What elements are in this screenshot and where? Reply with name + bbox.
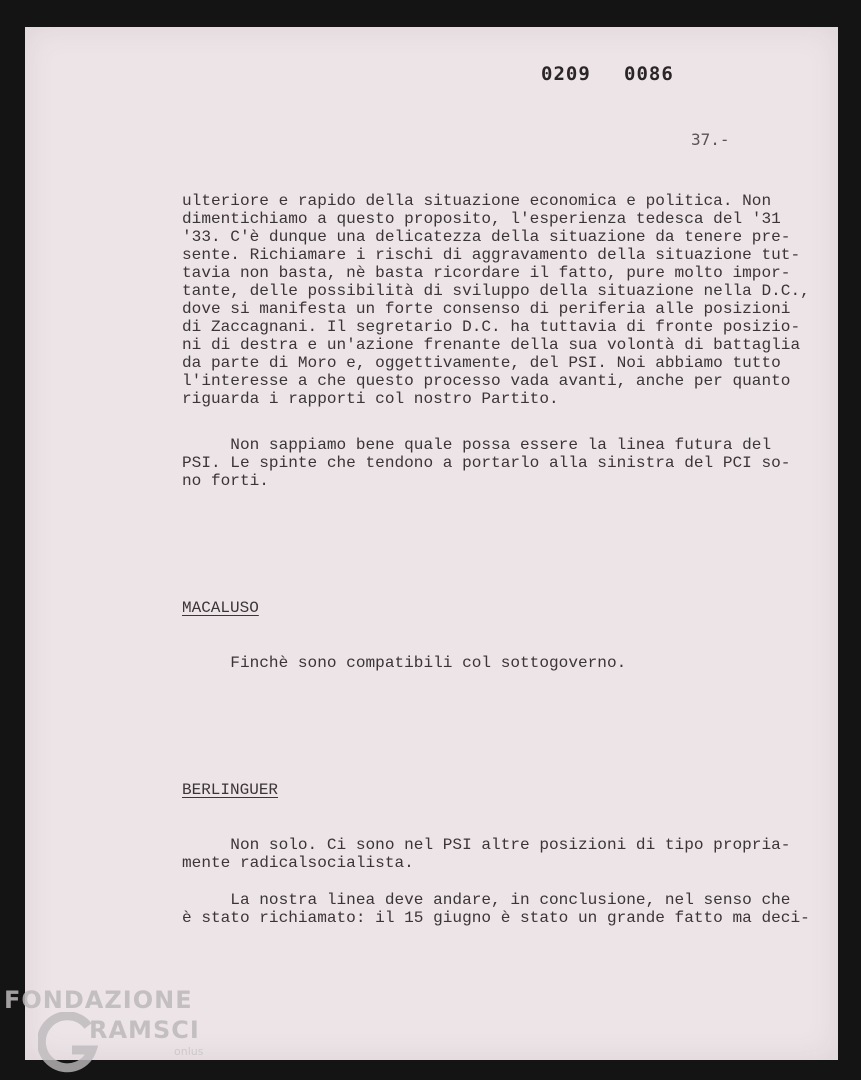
- text-line: La nostra linea deve andare, in conclusione, nel senso che: [182, 891, 791, 909]
- text-line: ni di destra e un'azione frenante della sua volontà di battaglia: [182, 336, 801, 354]
- text-line: Finchè sono compatibili col sottogoverno.: [182, 654, 627, 672]
- text-line: sente. Richiamare i rischi di aggravamento della situazione tut-: [182, 246, 801, 264]
- text-line: no forti.: [182, 472, 269, 490]
- foundation-logo: [4, 986, 219, 1080]
- speaker-name: BERLINGUER: [182, 781, 279, 799]
- logo-line-2: RAMSCI: [89, 1016, 200, 1044]
- logo-line-3: onlus: [174, 1045, 204, 1058]
- archive-number-2: 0086: [624, 63, 674, 85]
- text-line: Non solo. Ci sono nel PSI altre posizioni di tipo propria-: [182, 836, 791, 854]
- archive-number-1: 0209: [541, 63, 591, 85]
- text-line: dimentichiamo a questo proposito, l'esperienza tedesca del '31: [182, 210, 781, 228]
- text-line: l'interesse a che questo processo vada avanti, anche per quanto: [182, 372, 791, 390]
- text-line: '33. C'è dunque una delicatezza della situazione da tenere pre-: [182, 228, 791, 246]
- text-line: mente radicalsocialista.: [182, 854, 414, 872]
- text-line: ulteriore e rapido della situazione economica e politica. Non: [182, 192, 772, 210]
- text-line: da parte di Moro e, oggettivamente, del PSI. Noi abbiamo tutto: [182, 354, 781, 372]
- text-line: di Zaccagnani. Il segretario D.C. ha tuttavia di fronte posizio-: [182, 318, 801, 336]
- text-line: riguarda i rapporti col nostro Partito.: [182, 390, 559, 408]
- page-number: 37.-: [691, 130, 730, 149]
- text-line: tavia non basta, nè basta ricordare il fatto, pure molto impor-: [182, 264, 791, 282]
- text-line: tante, delle possibilità di sviluppo della situazione nella D.C.,: [182, 282, 810, 300]
- logo-line-1: FONDAZIONE: [4, 986, 193, 1014]
- text-line: PSI. Le spinte che tendono a portarlo alla sinistra del PCI so-: [182, 454, 791, 472]
- text-line: è stato richiamato: il 15 giugno è stato un grande fatto ma deci-: [182, 909, 810, 927]
- text-line: Non sappiamo bene quale possa essere la linea futura del: [182, 436, 772, 454]
- text-line: dove si manifesta un forte consenso di periferia alle posizioni: [182, 300, 791, 318]
- speaker-name: MACALUSO: [182, 599, 259, 617]
